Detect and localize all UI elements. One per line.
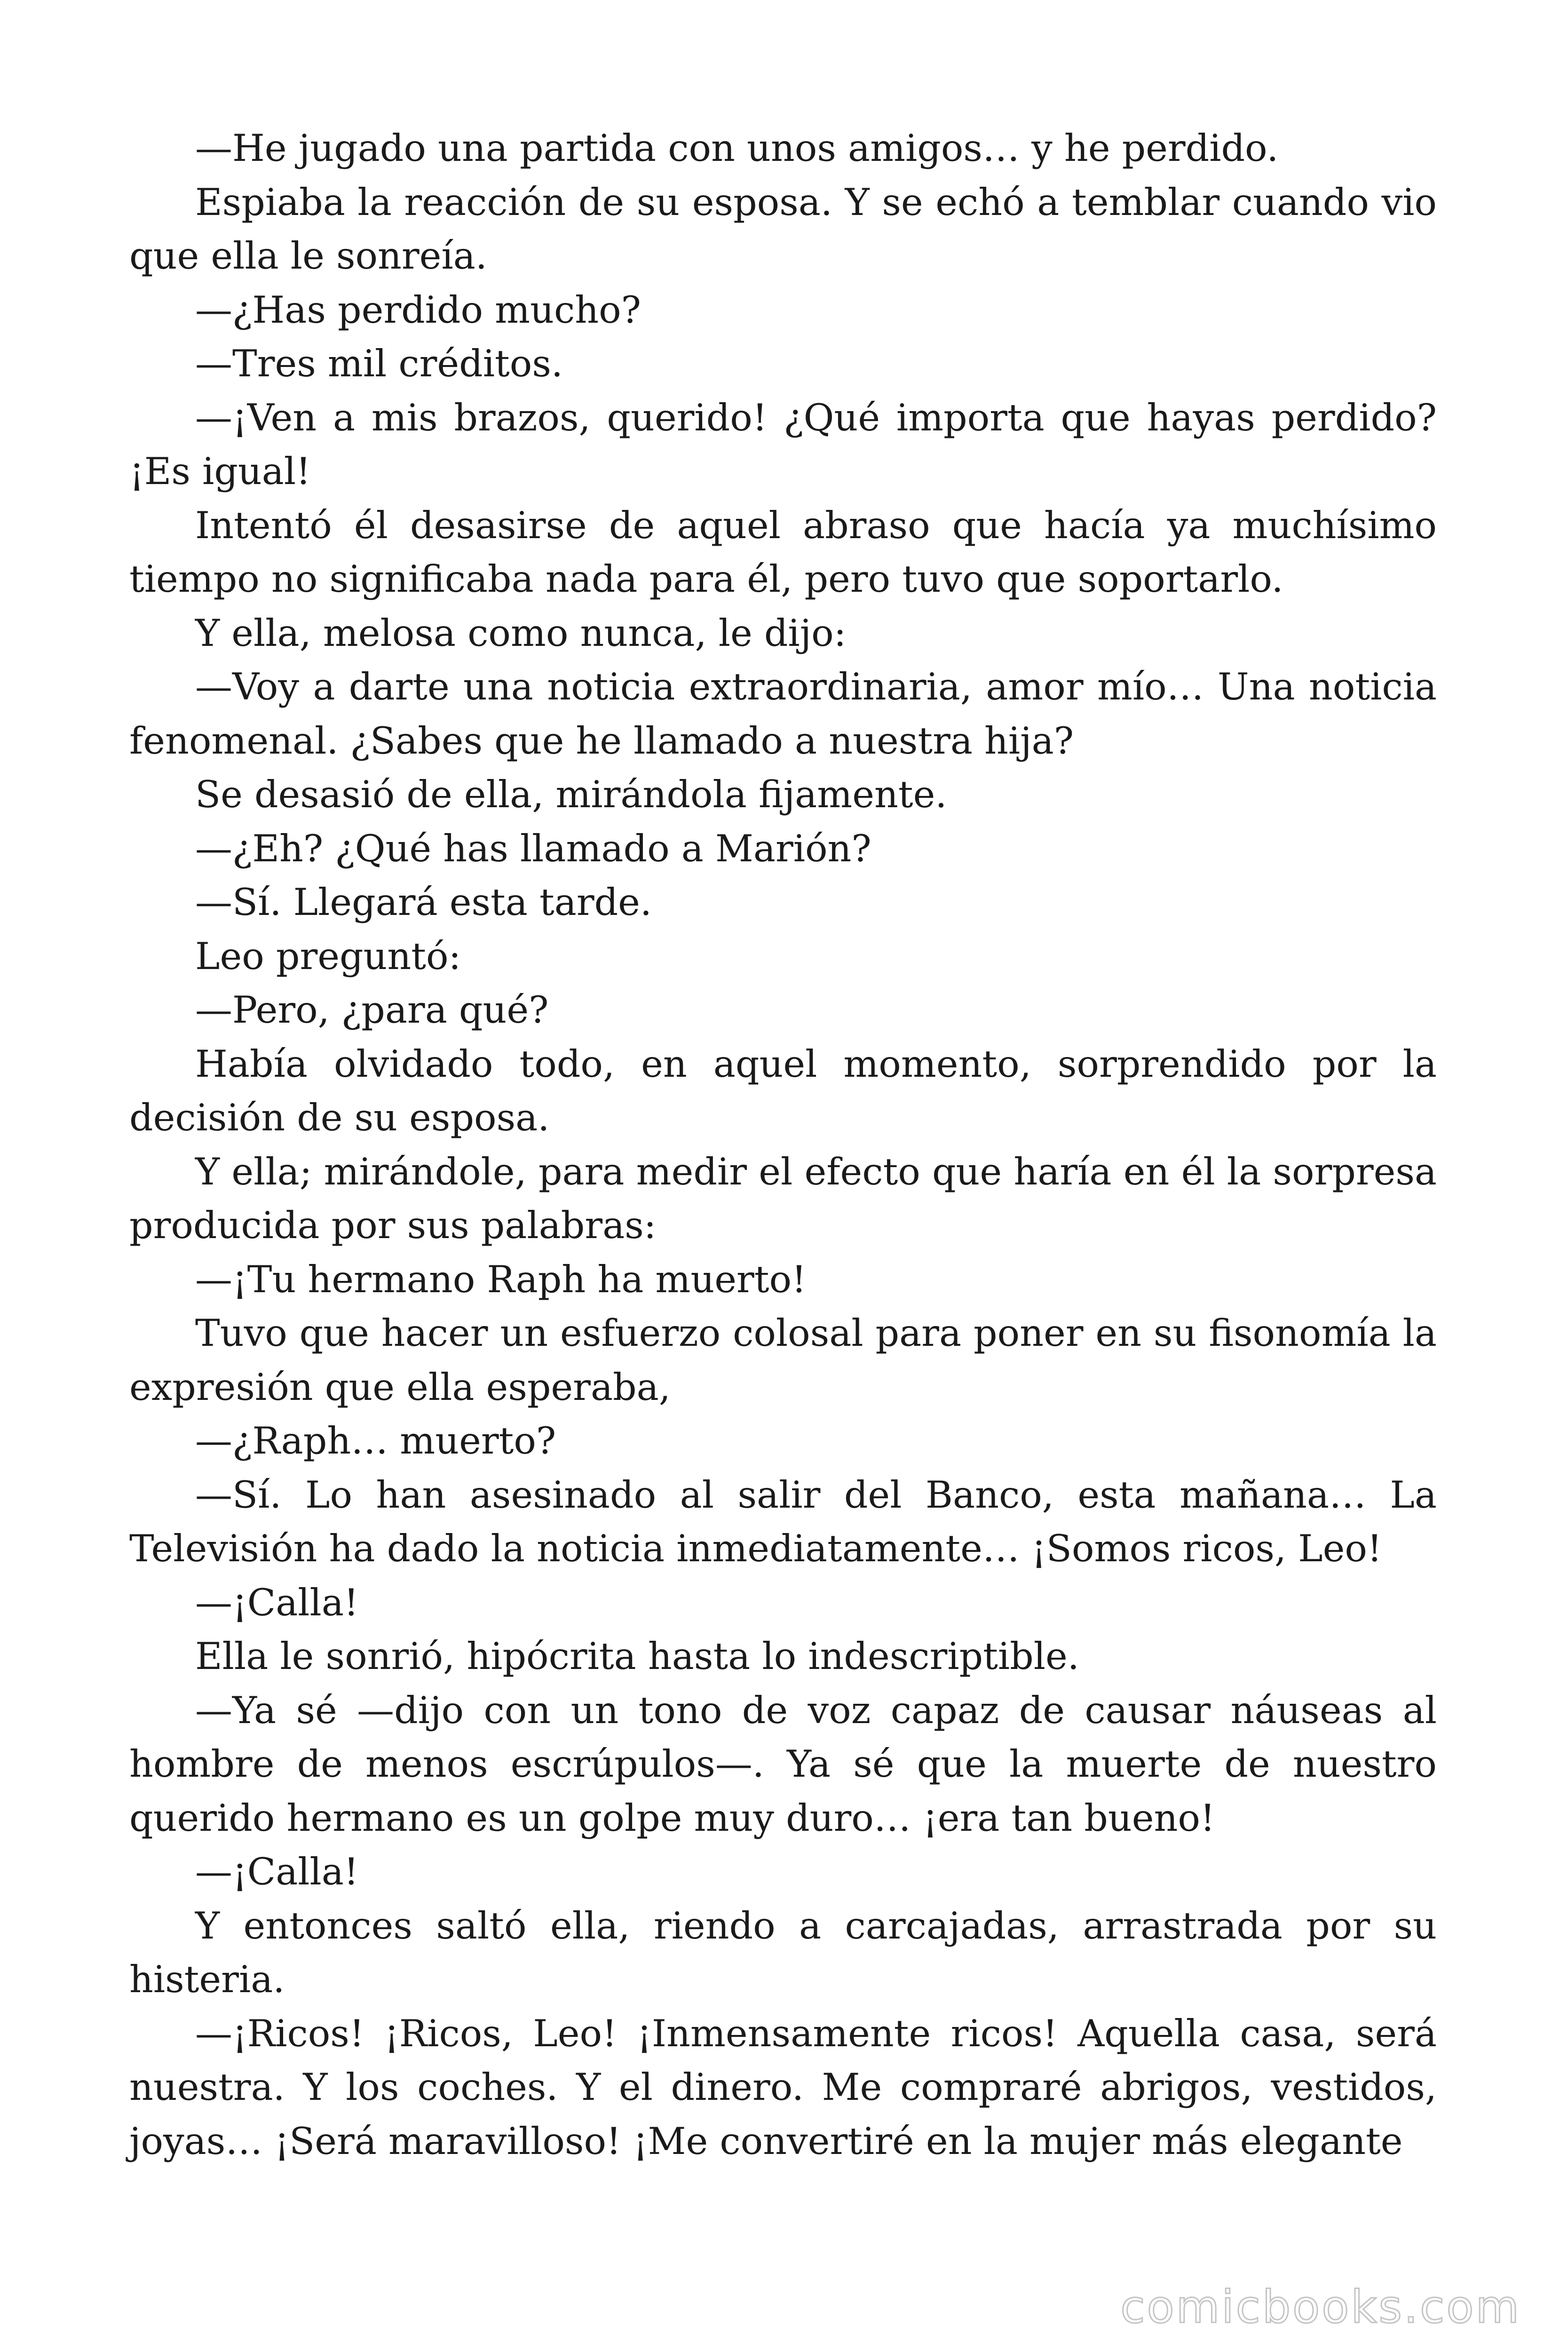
paragraph: —¿Raph… muerto?	[195, 1419, 556, 1462]
paragraph: —He jugado una partida con unos amigos… y he perdido.	[195, 127, 1279, 170]
paragraph: Había olvidado todo, en aquel momento, sorprendido por la decisión de su esposa.	[129, 1042, 1437, 1139]
paragraph: Ella le sonrió, hipócrita hasta lo indescriptible.	[195, 1635, 1079, 1678]
paragraph: Y entonces saltó ella, riendo a carcajadas, arrastrada por su histeria.	[129, 1904, 1437, 2001]
paragraph: Tuvo que hacer un esfuerzo colosal para poner en su fisonomía la expresión que ella esperaba,	[129, 1311, 1437, 1409]
paragraph: —¡Ricos! ¡Ricos, Leo! ¡Inmensamente ricos! Aquella casa, será nuestra. Y los coches. Y el dinero. Me compraré abrigos, vestidos, joyas… ¡Será maravilloso! ¡Me convertiré en la mujer más elegante	[129, 2011, 1437, 2163]
paragraph: Espiaba la reacción de su esposa. Y se echó a temblar cuando vio que ella le sonreía.	[129, 180, 1437, 278]
paragraph: —Sí. Llegará esta tarde.	[195, 881, 652, 924]
paragraph: Se desasió de ella, mirándola fijamente.	[195, 773, 947, 816]
paragraph: Leo preguntó:	[195, 934, 461, 978]
page-body-text	[129, 121, 1437, 2168]
paragraph: —¡Ven a mis brazos, querido! ¿Qué importa que hayas perdido? ¡Es igual!	[129, 396, 1437, 493]
paragraph: Intentó él desasirse de aquel abraso que hacía ya muchísimo tiempo no significaba nada para él, pero tuvo que soportarlo.	[129, 503, 1437, 601]
paragraph: —¡Calla!	[195, 1850, 359, 1893]
paragraph: —Pero, ¿para qué?	[195, 988, 549, 1032]
paragraph: —Ya sé —dijo con un tono de voz capaz de causar náuseas al hombre de menos escrúpulos—. Ya sé que la muerte de nuestro querido hermano es un golpe muy duro… ¡era tan bueno!	[129, 1688, 1437, 1840]
paragraph: —¡Tu hermano Raph ha muerto!	[195, 1257, 807, 1301]
paragraph: —¿Eh? ¿Qué has llamado a Marión?	[195, 826, 871, 870]
paragraph: —Sí. Lo han asesinado al salir del Banco, esta mañana… La Televisión ha dado la noticia inmediatamente… ¡Somos ricos, Leo!	[129, 1473, 1437, 1570]
paragraph: Y ella, melosa como nunca, le dijo:	[195, 611, 847, 655]
paragraph: —Voy a darte una noticia extraordinaria, amor mío… Una noticia fenomenal. ¿Sabes que he llamado a nuestra hija?	[129, 665, 1437, 763]
paragraph: —¿Has perdido mucho?	[195, 288, 641, 332]
paragraph: —¡Calla!	[195, 1581, 359, 1624]
watermark: comicbooks.com	[1120, 2281, 1521, 2333]
paragraph: Y ella; mirándole, para medir el efecto que haría en él la sorpresa producida por sus palabras:	[129, 1150, 1437, 1247]
paragraph: —Tres mil créditos.	[195, 342, 563, 385]
